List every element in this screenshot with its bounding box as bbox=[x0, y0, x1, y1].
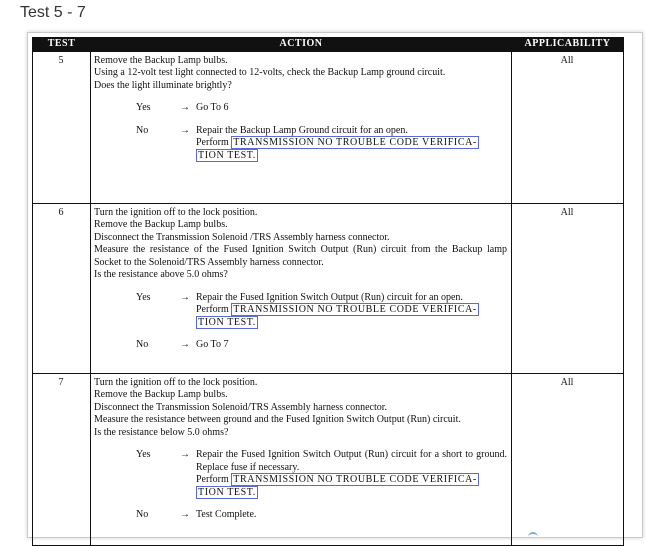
yes-text: Go To 6 bbox=[196, 102, 229, 113]
step-text: Measure the resistance of the Fused Ignition Switch Output (Run) circuit from the Backup lamp Socket to the Solenoid/TRS Assembly harness connector. bbox=[94, 244, 507, 268]
step-text: Remove the Backup Lamp bulbs. bbox=[94, 219, 228, 230]
yes-branch bbox=[94, 292, 507, 330]
yes-branch bbox=[94, 102, 507, 115]
page-title: Test 5 - 7 bbox=[20, 4, 86, 21]
action-cell bbox=[91, 51, 512, 203]
header-action: ACTION bbox=[91, 38, 512, 52]
test-number: 6 bbox=[33, 203, 91, 373]
procedure-link[interactable]: TION TEST. bbox=[198, 486, 256, 498]
applicability-cell: All bbox=[512, 51, 624, 203]
procedure-link[interactable]: TRANSMISSION NO TROUBLE CODE VERIFICA- bbox=[233, 304, 477, 315]
no-text: Repair the Backup Lamp Ground circuit for an open. bbox=[196, 124, 408, 136]
step-text: Does the light illuminate brightly? bbox=[94, 79, 232, 91]
procedure-link[interactable]: TRANSMISSION NO TROUBLE CODE VERIFICA- bbox=[233, 474, 477, 485]
procedure-link[interactable]: TION TEST. bbox=[198, 149, 256, 161]
arrow-icon: → bbox=[180, 339, 190, 350]
table-header-row bbox=[33, 38, 624, 52]
no-branch bbox=[94, 509, 507, 522]
yes-label: Yes bbox=[136, 102, 151, 113]
arrow-icon: → bbox=[180, 291, 190, 303]
action-cell bbox=[91, 203, 512, 373]
step-text: Remove the Backup Lamp bulbs. bbox=[94, 54, 228, 66]
yes-text: Repair the Fused Ignition Switch Output (Run) circuit for a short to ground. Replace fuse if necessary. bbox=[196, 449, 507, 473]
applicability-cell: All bbox=[512, 373, 624, 545]
no-label: No bbox=[136, 339, 149, 350]
header-test: TEST bbox=[33, 38, 91, 52]
procedure-link[interactable]: TRANSMISSION NO TROUBLE CODE VERIFICA- bbox=[233, 137, 477, 148]
yes-label: Yes bbox=[136, 449, 151, 460]
step-text: Using a 12-volt test light connected to 12-volts, check the Backup Lamp ground circuit. bbox=[94, 67, 446, 78]
document-frame bbox=[27, 32, 643, 538]
action-cell bbox=[91, 373, 512, 545]
table-row bbox=[33, 373, 624, 545]
yes-label: Yes bbox=[136, 291, 151, 303]
perform-label: Perform bbox=[196, 474, 229, 485]
table-row bbox=[33, 203, 624, 373]
yes-branch bbox=[94, 449, 507, 499]
no-branch bbox=[94, 125, 507, 163]
step-text: Remove the Backup Lamp bulbs. bbox=[94, 389, 228, 400]
no-branch bbox=[94, 339, 507, 352]
no-text: Go To 7 bbox=[196, 339, 229, 350]
step-text: Disconnect the Transmission Solenoid /TRS Assembly harness connector. bbox=[94, 231, 390, 243]
no-label: No bbox=[136, 124, 149, 136]
arrow-icon: → bbox=[180, 509, 190, 520]
perform-label: Perform bbox=[196, 137, 229, 148]
applicability-cell: All bbox=[512, 203, 624, 373]
step-text: Turn the ignition off to the lock position. bbox=[94, 376, 258, 388]
yes-text: Repair the Fused Ignition Switch Output (Run) circuit for an open. bbox=[196, 291, 463, 303]
arrow-icon: → bbox=[180, 102, 190, 113]
test-number: 7 bbox=[33, 373, 91, 545]
step-text: Is the resistance below 5.0 ohms? bbox=[94, 426, 229, 438]
header-applicability: APPLICABILITY bbox=[512, 38, 624, 52]
step-text: Is the resistance above 5.0 ohms? bbox=[94, 269, 228, 280]
step-text: Disconnect the Transmission Solenoid/TRS Assembly harness connector. bbox=[94, 401, 388, 413]
perform-label: Perform bbox=[196, 304, 229, 315]
test-number: 5 bbox=[33, 51, 91, 203]
arrow-icon: → bbox=[180, 124, 190, 136]
procedure-link[interactable]: TION TEST. bbox=[198, 316, 256, 328]
step-text: Turn the ignition off to the lock position. bbox=[94, 206, 258, 218]
diagnostic-table bbox=[32, 37, 624, 546]
no-label: No bbox=[136, 509, 149, 520]
no-text: Test Complete. bbox=[196, 509, 257, 520]
arrow-icon: → bbox=[180, 449, 190, 460]
step-text: Measure the resistance between ground and the Fused Ignition Switch Output (Run) circuit. bbox=[94, 414, 461, 425]
table-row bbox=[33, 51, 624, 203]
